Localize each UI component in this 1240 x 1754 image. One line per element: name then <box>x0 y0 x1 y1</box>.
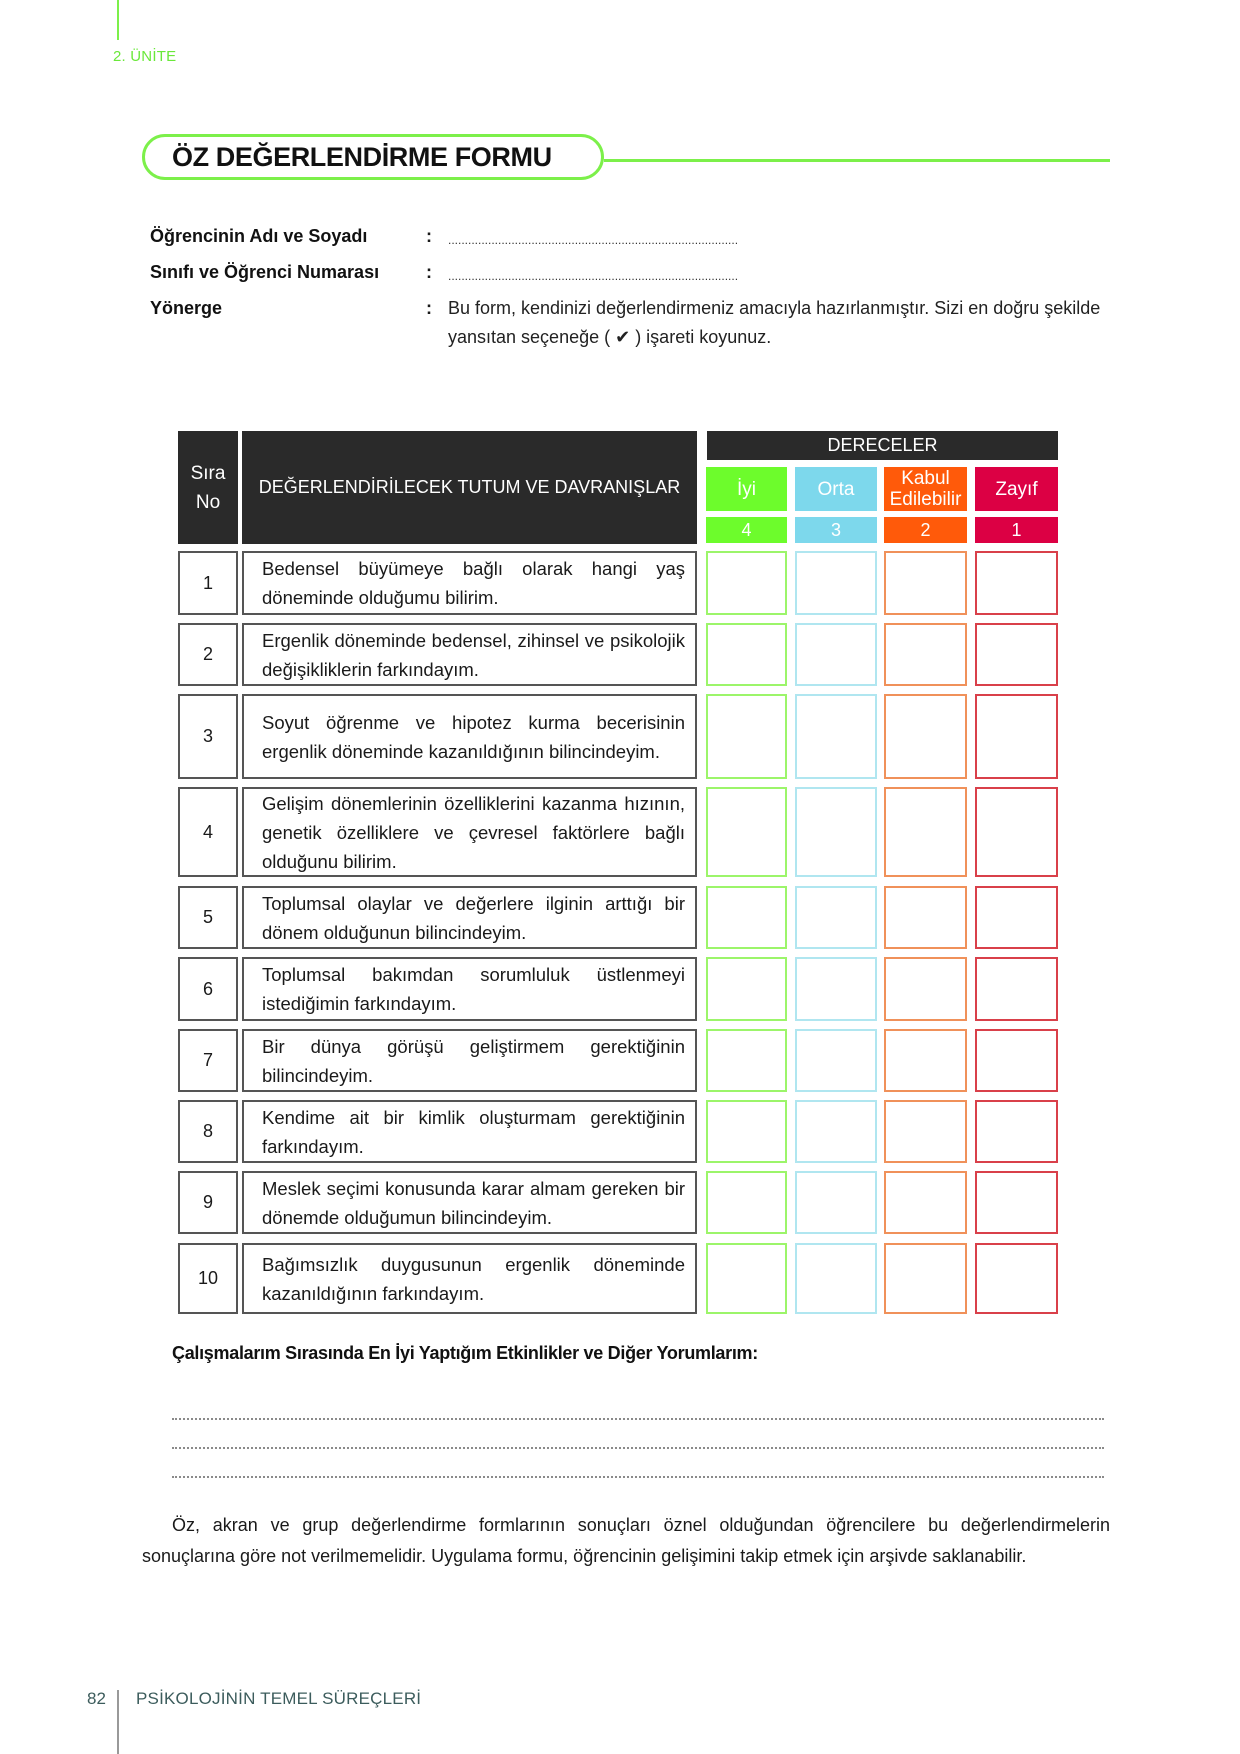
row-description <box>242 957 697 1021</box>
colon: : <box>426 226 432 246</box>
sira-header-line2: No <box>195 491 221 513</box>
row-number: 10 <box>178 1243 238 1314</box>
grade-checkbox-1[interactable] <box>975 787 1058 877</box>
footer-rule <box>117 1690 119 1754</box>
grade-checkbox-2[interactable] <box>884 1029 967 1092</box>
grade-checkbox-2[interactable] <box>884 787 967 877</box>
directive-label: Yönerge <box>150 298 223 318</box>
comment-line-3[interactable] <box>172 1476 1104 1478</box>
grade-checkbox-1[interactable] <box>975 1243 1058 1314</box>
sira-header-line1: Sıra <box>190 462 226 484</box>
grade-checkbox-2[interactable] <box>884 1171 967 1234</box>
row-number: 9 <box>178 1171 238 1234</box>
grade-checkbox-1[interactable] <box>975 1100 1058 1163</box>
colon: : <box>426 262 432 282</box>
row-description-text: Kendime ait bir kimlik oluşturmam gerektiğinin farkındayım. <box>262 1106 685 1157</box>
grade-checkbox-4[interactable] <box>706 694 787 779</box>
top-rule <box>117 0 119 40</box>
grade-checkbox-1[interactable] <box>975 623 1058 686</box>
grade-label-2: Orta <box>795 467 877 511</box>
row-number: 1 <box>178 551 238 615</box>
grade-checkbox-3[interactable] <box>795 694 877 779</box>
grade-checkbox-4[interactable] <box>706 551 787 615</box>
row-description-text: Toplumsal olaylar ve değerlere ilginin arttığı bir dönem olduğunun bilincindeyim. <box>262 892 685 943</box>
row-description-text: Meslek seçimi konusunda karar almam gereken bir dönemde olduğumun bilincindeyim. <box>262 1177 685 1228</box>
grade-checkbox-3[interactable] <box>795 551 877 615</box>
comment-line-2[interactable] <box>172 1447 1104 1449</box>
sira-no-header <box>178 431 238 544</box>
grades-header: DERECELER <box>707 431 1058 460</box>
class-number-field[interactable]: ....................................................................................... <box>448 269 739 283</box>
page-number: 82 <box>87 1689 106 1708</box>
row-description <box>242 694 697 779</box>
row-description <box>242 886 697 949</box>
row-description-text: Gelişim dönemlerinin özelliklerini kazanma hızının, genetik özelliklere ve çevresel faktörlere bağlı olduğunu bilirim. <box>262 792 685 872</box>
grade-checkbox-2[interactable] <box>884 623 967 686</box>
grade-checkbox-4[interactable] <box>706 1243 787 1314</box>
book-title: PSİKOLOJİNİN TEMEL SÜREÇLERİ <box>136 1689 422 1708</box>
grade-label-4: Zayıf <box>975 467 1058 511</box>
grade-checkbox-1[interactable] <box>975 886 1058 949</box>
row-description <box>242 1171 697 1234</box>
grade-value-2: 3 <box>795 517 877 543</box>
row-description <box>242 1100 697 1163</box>
row-description-text: Bir dünya görüşü geliştirmem gerektiğinin bilincindeyim. <box>262 1035 685 1086</box>
grade-value-4: 1 <box>975 517 1058 543</box>
grade-checkbox-1[interactable] <box>975 694 1058 779</box>
behaviors-header: DEĞERLENDİRİLECEK TUTUM VE DAVRANIŞLAR <box>242 431 697 544</box>
grade-checkbox-3[interactable] <box>795 1100 877 1163</box>
comments-heading: Çalışmalarım Sırasında En İyi Yaptığım Etkinlikler ve Diğer Yorumlarım: <box>172 1343 758 1363</box>
grade-checkbox-3[interactable] <box>795 623 877 686</box>
grade-checkbox-4[interactable] <box>706 886 787 949</box>
page-title: ÖZ DEĞERLENDİRME FORMU <box>172 142 552 172</box>
student-name-field[interactable]: ....................................................................................... <box>448 233 739 247</box>
class-number-label: Sınıfı ve Öğrenci Numarası <box>150 262 380 282</box>
title-rule <box>604 159 1110 162</box>
row-number: 6 <box>178 957 238 1021</box>
student-name-label: Öğrencinin Adı ve Soyadı <box>150 226 368 246</box>
grade-checkbox-1[interactable] <box>975 551 1058 615</box>
grade-checkbox-4[interactable] <box>706 957 787 1021</box>
row-description <box>242 1243 697 1314</box>
row-number: 3 <box>178 694 238 779</box>
grade-checkbox-2[interactable] <box>884 957 967 1021</box>
grade-checkbox-4[interactable] <box>706 1100 787 1163</box>
grade-checkbox-2[interactable] <box>884 1243 967 1314</box>
grade-label-1: İyi <box>706 467 787 511</box>
grade-checkbox-3[interactable] <box>795 1029 877 1092</box>
grade-checkbox-2[interactable] <box>884 1100 967 1163</box>
row-number: 4 <box>178 787 238 877</box>
grade-checkbox-3[interactable] <box>795 957 877 1021</box>
grade-checkbox-3[interactable] <box>795 1243 877 1314</box>
colon: : <box>426 298 432 318</box>
grade-checkbox-1[interactable] <box>975 1029 1058 1092</box>
row-description <box>242 551 697 615</box>
grade-checkbox-4[interactable] <box>706 623 787 686</box>
row-description-text: Ergenlik döneminde bedensel, zihinsel ve psikolojik değişikliklerin farkındayım. <box>262 629 685 680</box>
row-number: 8 <box>178 1100 238 1163</box>
grade-checkbox-3[interactable] <box>795 1171 877 1234</box>
row-description <box>242 787 697 877</box>
row-number: 2 <box>178 623 238 686</box>
grade-checkbox-3[interactable] <box>795 787 877 877</box>
grade-value-1: 4 <box>706 517 787 543</box>
grade-checkbox-3[interactable] <box>795 886 877 949</box>
row-description <box>242 1029 697 1092</box>
grade-value-3: 2 <box>884 517 967 543</box>
unit-label: 2. ÜNİTE <box>113 48 177 65</box>
grade-checkbox-4[interactable] <box>706 1029 787 1092</box>
comment-line-1[interactable] <box>172 1418 1104 1420</box>
directive-text: Bu form, kendinizi değerlendirmeniz amacıyla hazırlanmıştır. Sizi en doğru şekilde yansıtan seçeneğe ( ✔ ) işareti koyunuz. <box>448 298 1101 347</box>
row-description-text: Bağımsızlık duygusunun ergenlik döneminde kazanıldığının farkındayım. <box>262 1253 685 1304</box>
row-description-text: Toplumsal bakımdan sorumluluk üstlenmeyi istediğimin farkındayım. <box>262 964 685 1014</box>
grade-label-3: Kabul Edilebilir <box>884 467 967 511</box>
grade-checkbox-4[interactable] <box>706 787 787 877</box>
row-number: 5 <box>178 886 238 949</box>
row-description <box>242 623 697 686</box>
grade-checkbox-2[interactable] <box>884 694 967 779</box>
grade-checkbox-4[interactable] <box>706 1171 787 1234</box>
teacher-note: Öz, akran ve grup değerlendirme formlarının sonuçları öznel olduğundan öğrencilere bu değerlendirmelerin sonuçlarına göre not verilmemelidir. Uygulama formu, öğrencinin gelişimini takip etmek için arşivde saklanabilir. <box>142 1515 1110 1566</box>
row-description-text: Bedensel büyümeye bağlı olarak hangi yaş döneminde olduğumu bilirim. <box>262 558 685 608</box>
grade-checkbox-1[interactable] <box>975 1171 1058 1234</box>
row-number: 7 <box>178 1029 238 1092</box>
grade-checkbox-1[interactable] <box>975 957 1058 1021</box>
grade-checkbox-2[interactable] <box>884 886 967 949</box>
grade-checkbox-2[interactable] <box>884 551 967 615</box>
row-description-text: Soyut öğrenme ve hipotez kurma becerisinin ergenlik döneminde kazanıldığının bilincindeyim. <box>262 711 685 762</box>
